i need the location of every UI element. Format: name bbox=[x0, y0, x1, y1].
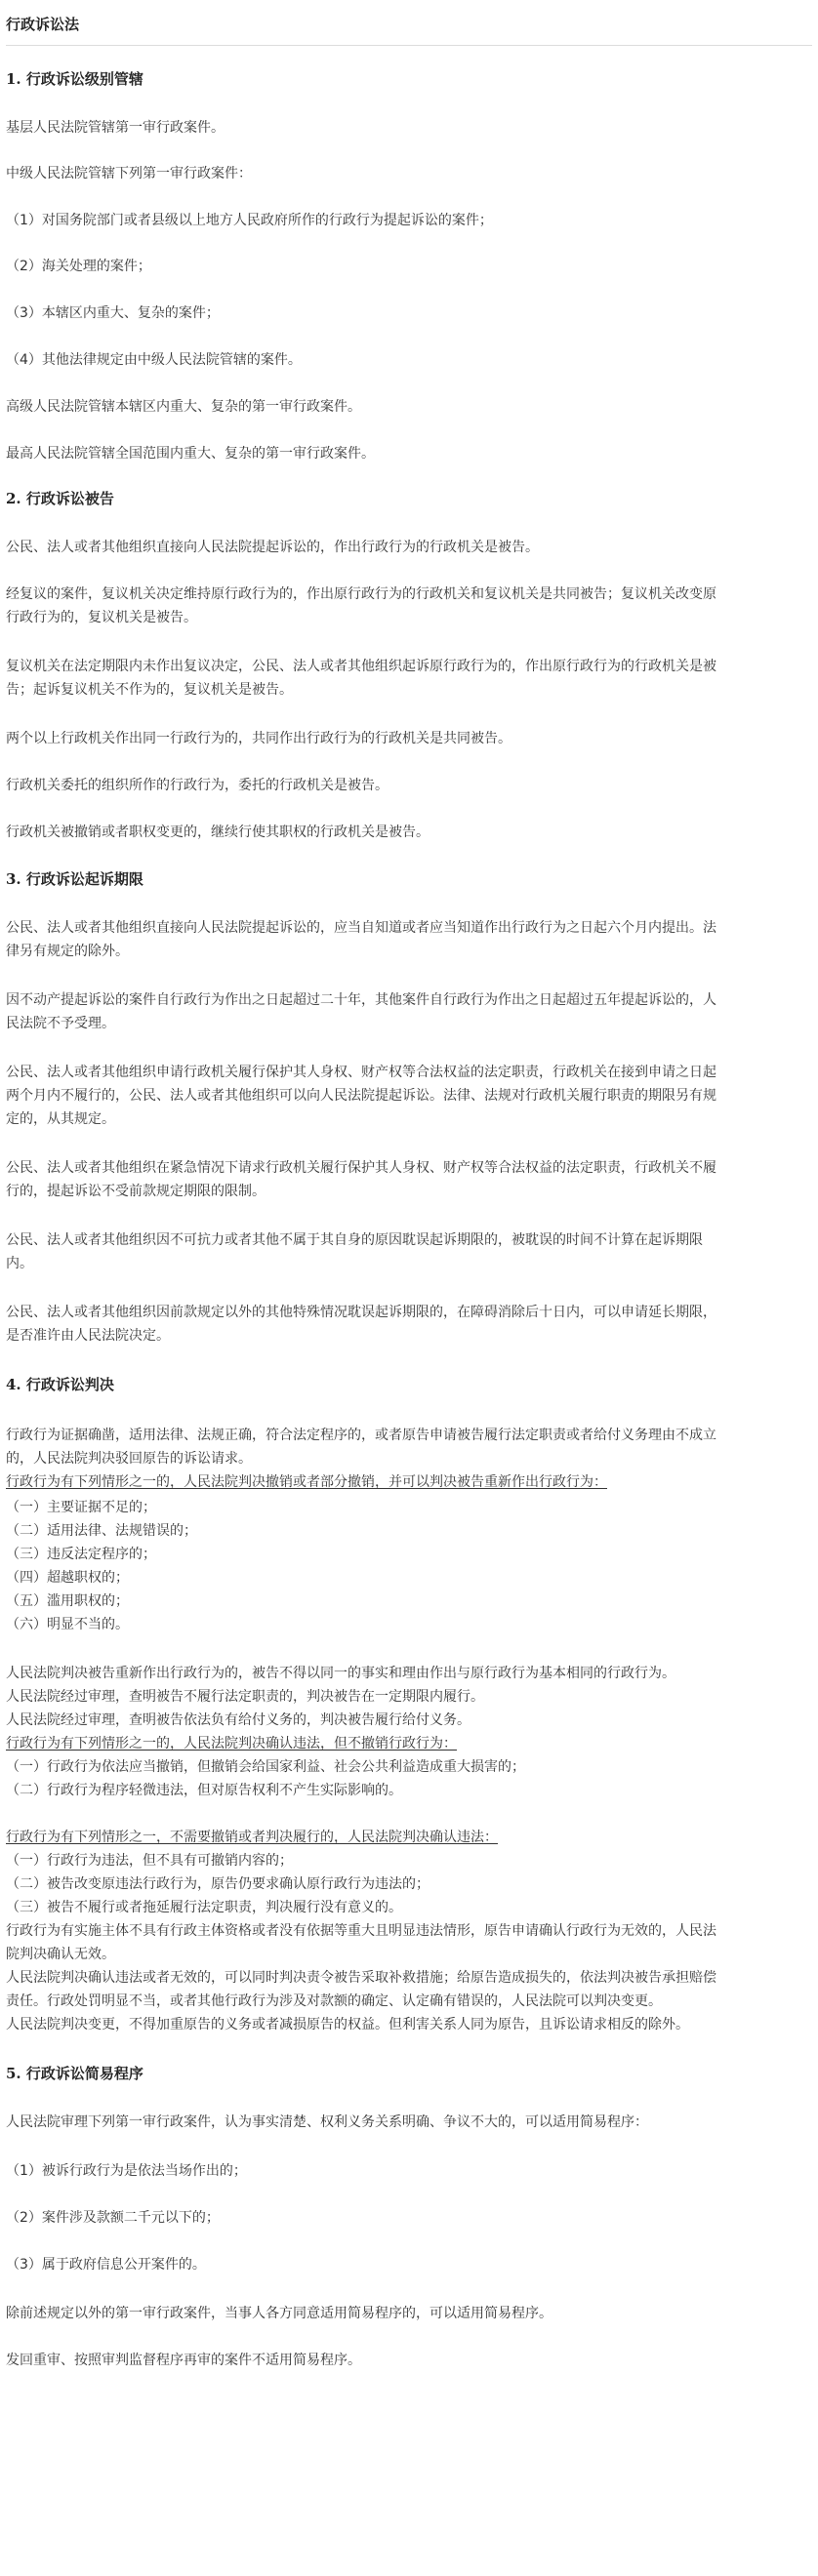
line-text: （二）适用法律、法规错误的； bbox=[6, 1523, 197, 1539]
line-text: （4）其他法律规定由中级人民法院管辖的案件。 bbox=[6, 352, 302, 368]
line-text: 人民法院审理下列第一审行政案件，认为事实清楚、权利义务关系明确、争议不大的，可以适用简易程序： bbox=[6, 2114, 648, 2130]
paragraph bbox=[6, 1325, 812, 1347]
line-text: 行政行为有下列情形之一的，人民法院判决撤销或者部分撤销，并可以判决被告重新作出行政行为： bbox=[6, 1474, 607, 1490]
line-text: 行的，提起诉讼不受前款规定期限的限制。 bbox=[6, 1184, 266, 1199]
line-text: （一）行政行为依法应当撤销，但撤销会给国家利益、社会公共利益造成重大损害的； bbox=[6, 1759, 525, 1775]
line-text: 公民、法人或者其他组织在紧急情况下请求行政机关履行保护其人身权、财产权等合法权益的法定职责，行政机关不履 bbox=[6, 1160, 716, 1176]
paragraph bbox=[6, 1920, 812, 1942]
list-item bbox=[6, 1614, 812, 1635]
line-text: 行政行为有实施主体不具有行政主体资格或者没有依据等重大且明显违法情形，原告申请确认行政行为无效的，人民法 bbox=[6, 1923, 716, 1939]
line-text: 经复议的案件，复议机关决定维持原行政行为的，作出原行政行为的行政机关和复议机关是共同被告；复议机关改变原 bbox=[6, 586, 716, 602]
line-text: 行政行为证据确凿，适用法律、法规正确，符合法定程序的，或者原告申请被告履行法定职责或者给付义务理由不成立 bbox=[6, 1428, 716, 1443]
line-text: （六）明显不当的。 bbox=[6, 1617, 129, 1632]
paragraph bbox=[6, 1663, 812, 1684]
line-text: （1）对国务院部门或者县级以上地方人民政府所作的行政行为提起诉讼的案件； bbox=[6, 213, 493, 228]
line-text: 内。 bbox=[6, 1256, 33, 1271]
section-heading bbox=[6, 2063, 812, 2084]
line-text: （四）超越职权的； bbox=[6, 1570, 129, 1586]
line-text: 基层人民法院管辖第一审行政案件。 bbox=[6, 120, 225, 136]
list-item bbox=[6, 2160, 812, 2182]
line-text: 行政机关委托的组织所作的行政行为，委托的行政机关是被告。 bbox=[6, 778, 389, 793]
list-item bbox=[6, 1756, 812, 1778]
list-item bbox=[6, 1520, 812, 1542]
paragraph bbox=[6, 1425, 812, 1446]
paragraph bbox=[6, 2350, 812, 2371]
paragraph bbox=[6, 1013, 812, 1034]
line-text: 告；起诉复议机关不作为的，复议机关是被告。 bbox=[6, 682, 293, 698]
paragraph bbox=[6, 1062, 812, 1083]
paragraph bbox=[6, 1733, 812, 1754]
line-text: 3. 行政诉讼起诉期限 bbox=[6, 870, 143, 888]
line-text: 人民法院经过审理，查明被告依法负有给付义务的，判决被告履行给付义务。 bbox=[6, 1712, 470, 1728]
paragraph bbox=[6, 607, 812, 628]
line-text: 的，人民法院判决驳回原告的诉讼请求。 bbox=[6, 1451, 252, 1467]
list-item bbox=[6, 2207, 812, 2229]
line-text: 人民法院判决确认违法或者无效的，可以同时判决责令被告采取补救措施；给原告造成损失的，依法判决被告承担赔偿 bbox=[6, 1970, 716, 1986]
line-text: （2）海关处理的案件； bbox=[6, 259, 151, 274]
paragraph bbox=[6, 822, 812, 843]
line-text: 行政行为的，复议机关是被告。 bbox=[6, 610, 197, 625]
line-text: 发回重审、按照审判监督程序再审的案件不适用简易程序。 bbox=[6, 2353, 361, 2368]
paragraph bbox=[6, 443, 812, 464]
paragraph bbox=[6, 2303, 812, 2324]
paragraph bbox=[6, 2112, 812, 2133]
line-text: 1. 行政诉讼级别管辖 bbox=[6, 70, 143, 88]
line-text: 公民、法人或者其他组织因不可抗力或者其他不属于其自身的原因耽误起诉期限的，被耽误的时间不计算在起诉期限 bbox=[6, 1232, 703, 1248]
line-text: （2）案件涉及款额二千元以下的； bbox=[6, 2210, 220, 2226]
paragraph bbox=[6, 2014, 812, 2035]
paragraph bbox=[6, 917, 812, 939]
line-text: 行政机关被撤销或者职权变更的，继续行使其职权的行政机关是被告。 bbox=[6, 825, 429, 840]
paragraph bbox=[6, 1686, 812, 1708]
line-text: 因不动产提起诉讼的案件自行政行为作出之日起超过二十年，其他案件自行政行为作出之日起超过五年提起诉讼的，人 bbox=[6, 992, 716, 1008]
line-text: （1）被诉行政行为是依法当场作出的； bbox=[6, 2163, 247, 2179]
line-text: 中级人民法院管辖下列第一审行政案件： bbox=[6, 166, 252, 181]
section-heading bbox=[6, 868, 812, 890]
paragraph bbox=[6, 1471, 812, 1493]
list-item bbox=[6, 349, 812, 371]
title-divider bbox=[6, 45, 812, 46]
line-text: 除前述规定以外的第一审行政案件，当事人各方同意适用简易程序的，可以适用简易程序。 bbox=[6, 2306, 552, 2321]
line-text: 行政行为有下列情形之一，不需要撤销或者判决履行的，人民法院判决确认违法： bbox=[6, 1830, 498, 1845]
line-text: 最高人民法院管辖全国范围内重大、复杂的第一审行政案件。 bbox=[6, 446, 375, 462]
paragraph bbox=[6, 1967, 812, 1989]
line-text: 人民法院判决被告重新作出行政行为的，被告不得以同一的事实和理由作出与原行政行为基本相同的行政行为。 bbox=[6, 1666, 675, 1681]
line-text: 院判决确认无效。 bbox=[6, 1947, 115, 1962]
list-item bbox=[6, 2254, 812, 2275]
line-text: 律另有规定的除外。 bbox=[6, 944, 129, 959]
line-text: （一）行政行为违法，但不具有可撤销内容的； bbox=[6, 1853, 293, 1869]
line-text: （3）属于政府信息公开案件的。 bbox=[6, 2257, 206, 2273]
paragraph bbox=[6, 163, 812, 184]
line-text: 公民、法人或者其他组织直接向人民法院提起诉讼的，作出行政行为的行政机关是被告。 bbox=[6, 540, 539, 555]
section-heading bbox=[6, 68, 812, 90]
line-text: 2. 行政诉讼被告 bbox=[6, 490, 114, 507]
list-item bbox=[6, 302, 812, 324]
paragraph bbox=[6, 1944, 812, 1965]
line-text: 行政行为有下列情形之一的，人民法院判决确认违法，但不撤销行政行为： bbox=[6, 1736, 457, 1751]
line-text: （一）主要证据不足的； bbox=[6, 1500, 156, 1515]
line-text: 是否准许由人民法院决定。 bbox=[6, 1328, 170, 1344]
list-item bbox=[6, 1850, 812, 1872]
line-text: 复议机关在法定期限内未作出复议决定，公民、法人或者其他组织起诉原行政行为的，作出原行政行为的行政机关是被 bbox=[6, 659, 716, 674]
line-text: （五）滥用职权的； bbox=[6, 1593, 129, 1609]
paragraph bbox=[6, 1991, 812, 2012]
line-text: 公民、法人或者其他组织申请行政机关履行保护其人身权、财产权等合法权益的法定职责，行政机关在接到申请之日起 bbox=[6, 1065, 716, 1080]
paragraph bbox=[6, 728, 812, 749]
paragraph bbox=[6, 1085, 812, 1107]
page-title: 行政诉讼法 bbox=[6, 16, 80, 33]
list-item bbox=[6, 1497, 812, 1518]
list-item bbox=[6, 1590, 812, 1612]
paragraph bbox=[6, 1229, 812, 1251]
list-item bbox=[6, 1780, 812, 1801]
line-text: 民法院不予受理。 bbox=[6, 1016, 115, 1031]
section-heading bbox=[6, 1374, 812, 1395]
list-item bbox=[6, 1567, 812, 1589]
line-text: 两个以上行政机关作出同一行政行为的，共同作出行政行为的行政机关是共同被告。 bbox=[6, 731, 511, 746]
line-text: 5. 行政诉讼简易程序 bbox=[6, 2065, 143, 2082]
line-text: （3）本辖区内重大、复杂的案件； bbox=[6, 305, 220, 321]
list-item bbox=[6, 210, 812, 231]
paragraph bbox=[6, 1108, 812, 1130]
paragraph bbox=[6, 1181, 812, 1202]
line-text: 人民法院经过审理，查明被告不履行法定职责的，判决被告在一定期限内履行。 bbox=[6, 1689, 484, 1705]
list-item bbox=[6, 256, 812, 277]
line-text: （三）违反法定程序的； bbox=[6, 1547, 156, 1562]
paragraph bbox=[6, 537, 812, 558]
line-text: 定的，从其规定。 bbox=[6, 1111, 115, 1127]
line-text: （二）被告改变原违法行政行为，原告仍要求确认原行政行为违法的； bbox=[6, 1876, 429, 1892]
paragraph bbox=[6, 989, 812, 1011]
paragraph bbox=[6, 1302, 812, 1323]
paragraph bbox=[6, 1827, 812, 1848]
paragraph bbox=[6, 396, 812, 418]
line-text: 责任。行政处罚明显不当，或者其他行政行为涉及对款额的确定、认定确有错误的，人民法院可以判决变更。 bbox=[6, 1993, 662, 2009]
line-text: （三）被告不履行或者拖延履行法定职责，判决履行没有意义的。 bbox=[6, 1900, 402, 1915]
line-text: 4. 行政诉讼判决 bbox=[6, 1376, 114, 1393]
paragraph bbox=[6, 1710, 812, 1731]
line-text: 公民、法人或者其他组织因前款规定以外的其他特殊情况耽误起诉期限的，在障碍消除后十日内，可以申请延长期限， bbox=[6, 1305, 716, 1320]
list-item bbox=[6, 1873, 812, 1895]
section-heading bbox=[6, 488, 812, 509]
paragraph bbox=[6, 584, 812, 605]
paragraph bbox=[6, 117, 812, 139]
paragraph bbox=[6, 1253, 812, 1274]
paragraph bbox=[6, 1157, 812, 1179]
line-text: 公民、法人或者其他组织直接向人民法院提起诉讼的，应当自知道或者应当知道作出行政行为之日起六个月内提出。法 bbox=[6, 920, 716, 936]
paragraph bbox=[6, 679, 812, 701]
paragraph bbox=[6, 775, 812, 796]
line-text: 两个月内不履行的，公民、法人或者其他组织可以向人民法院提起诉讼。法律、法规对行政机关履行职责的期限另有规 bbox=[6, 1088, 716, 1104]
paragraph bbox=[6, 1448, 812, 1469]
line-text: 人民法院判决变更，不得加重原告的义务或者减损原告的权益。但利害关系人同为原告，且诉讼请求相反的除外。 bbox=[6, 2017, 689, 2033]
line-text: 高级人民法院管辖本辖区内重大、复杂的第一审行政案件。 bbox=[6, 399, 361, 415]
list-item bbox=[6, 1544, 812, 1565]
line-text: （二）行政行为程序轻微违法，但对原告权利不产生实际影响的。 bbox=[6, 1783, 402, 1798]
list-item bbox=[6, 1897, 812, 1918]
paragraph bbox=[6, 941, 812, 962]
paragraph bbox=[6, 656, 812, 677]
